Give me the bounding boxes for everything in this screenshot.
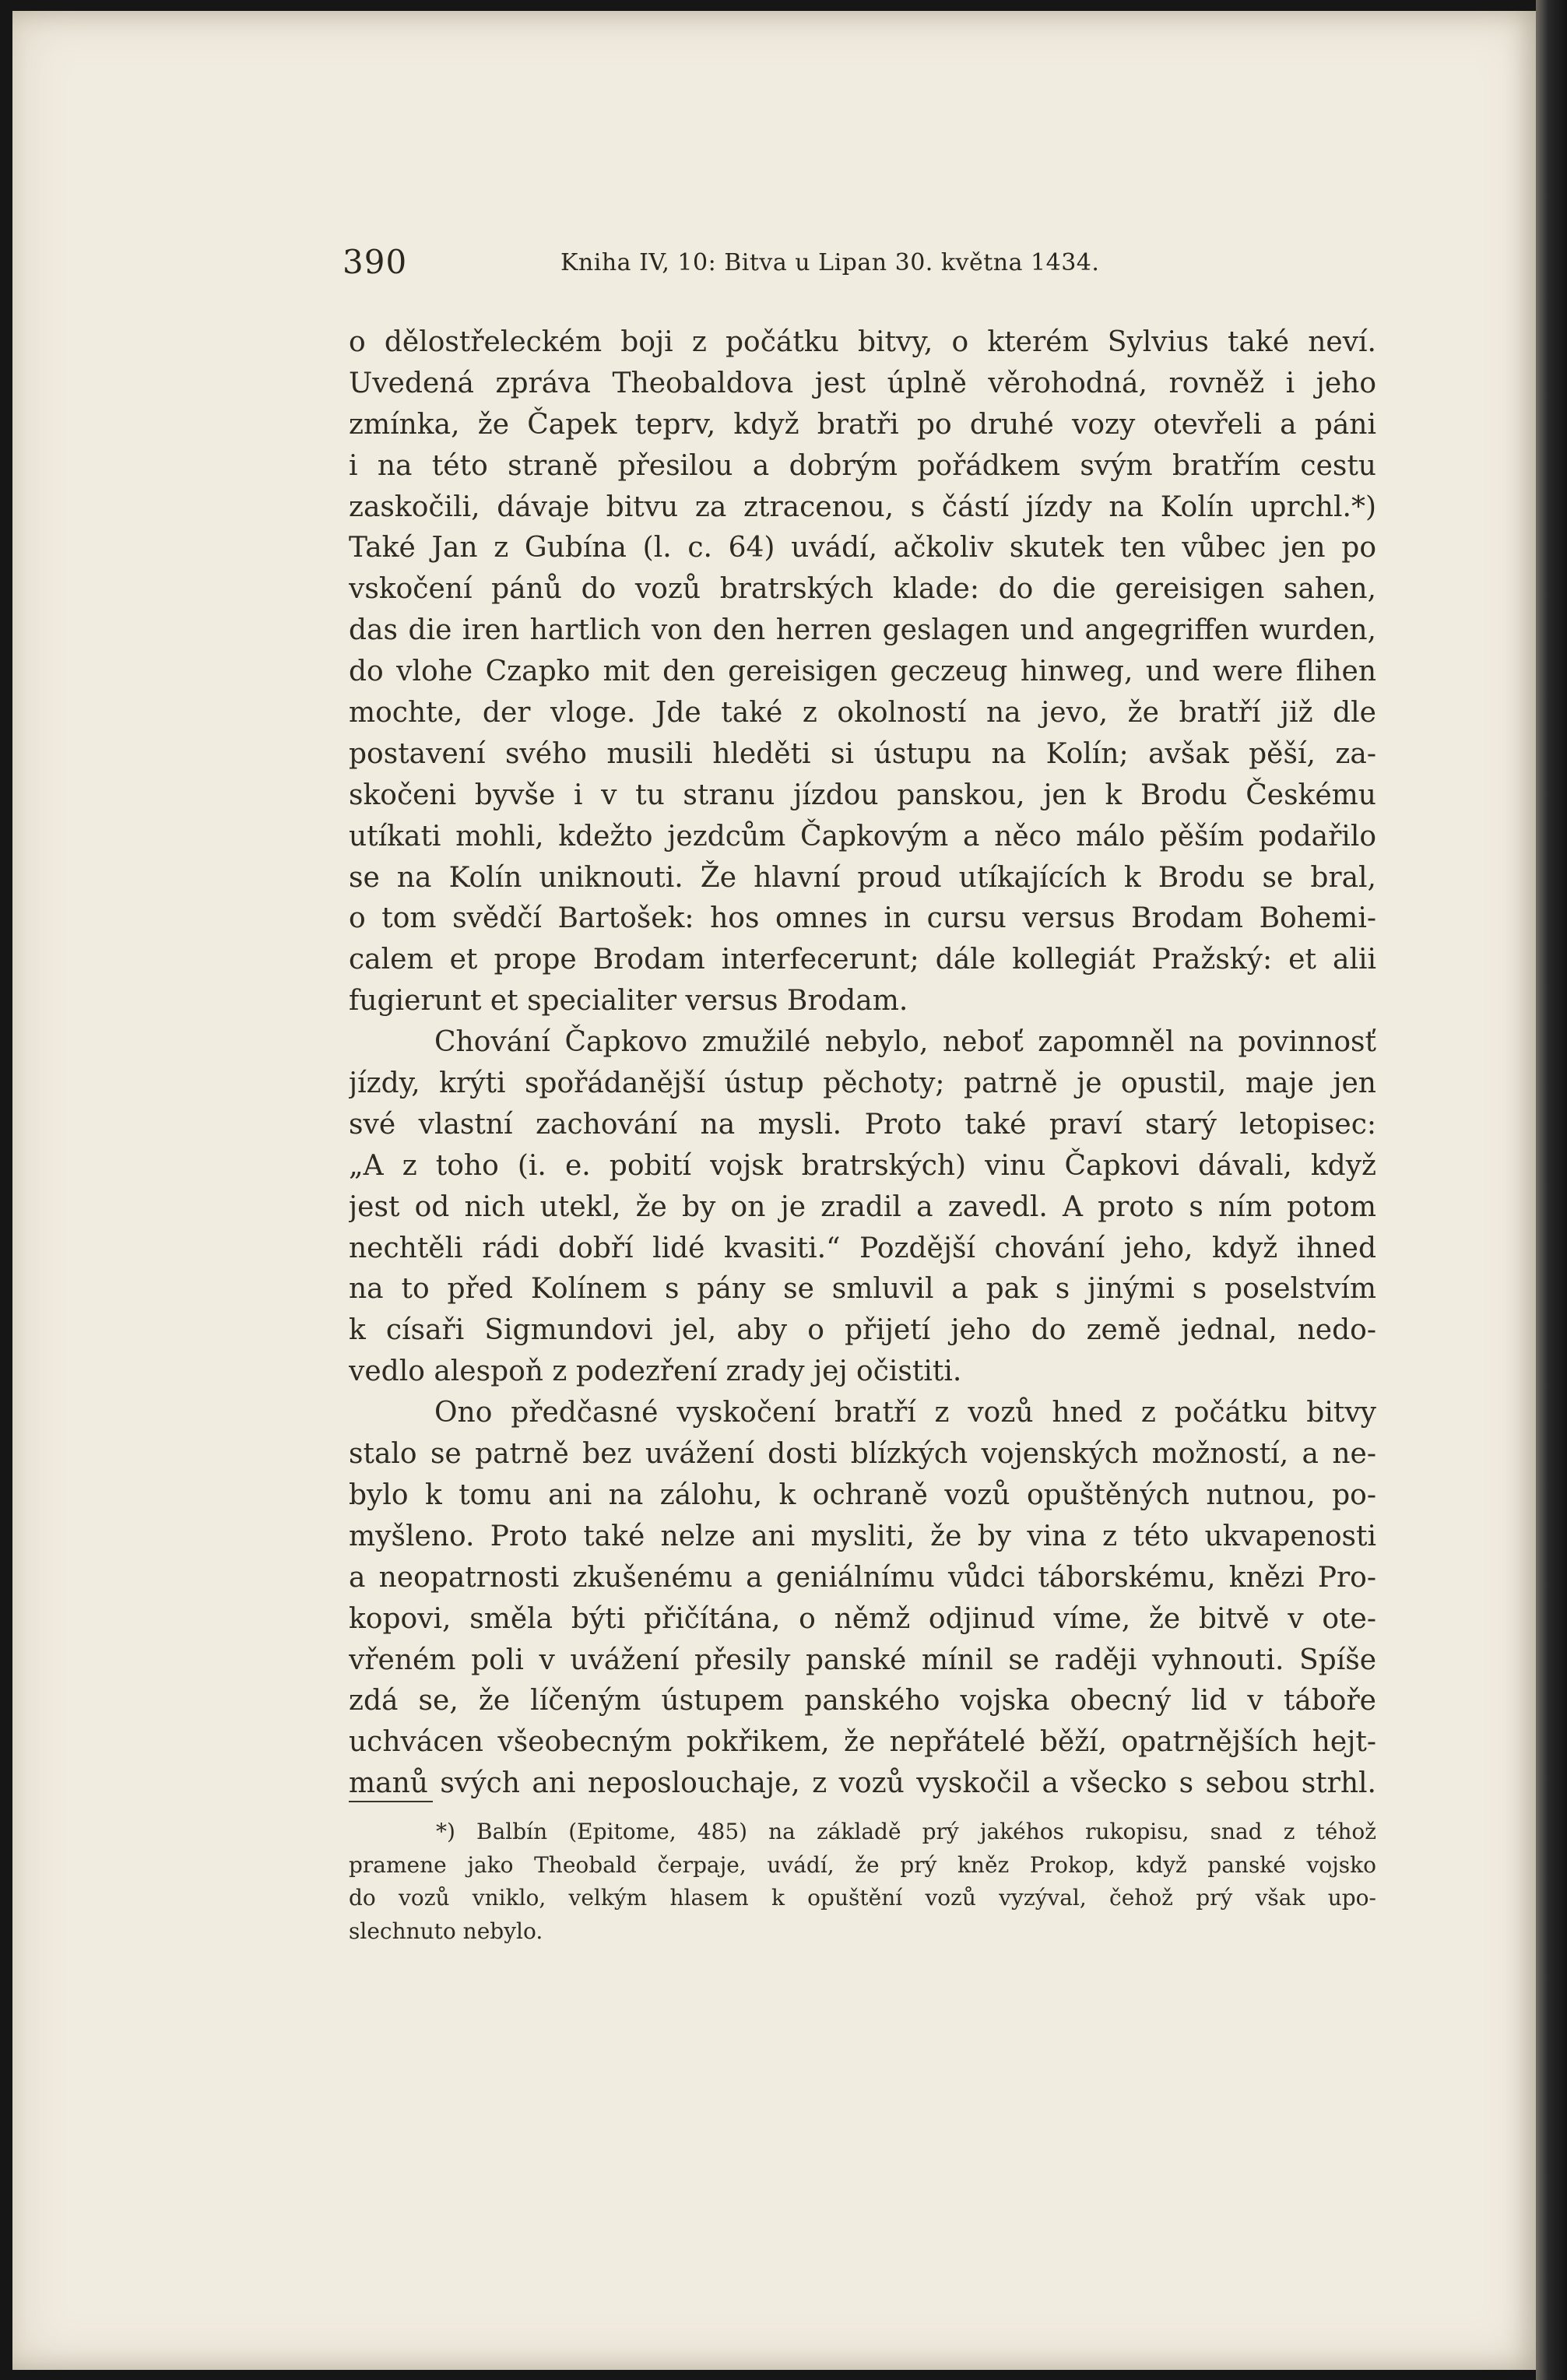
body-line: a neopatrnosti zkušenému a geniálnímu vůdci táborskému, knězi Pro- bbox=[349, 1561, 1376, 1594]
body-line: své vlastní zachování na mysli. Proto také praví starý letopisec: bbox=[349, 1108, 1376, 1141]
footnote-line: *) Balbín (Epitome, 485) na základě prý jakéhos rukopisu, snad z téhož bbox=[436, 1819, 1376, 1844]
body-line: vřeném poli v uvážení přesily panské mínil se raději vyhnouti. Spíše bbox=[349, 1644, 1376, 1676]
page-number: 390 bbox=[343, 243, 408, 281]
paragraph-first-line: Ono předčasné vyskočení bratří z vozů hned z počátku bitvy bbox=[434, 1397, 1376, 1429]
page-header bbox=[343, 243, 1378, 290]
body-line: na to před Kolínem s pány se smluvil a pak s jinými s poselstvím bbox=[349, 1273, 1376, 1306]
body-line: o dělostřeleckém boji z počátku bitvy, o kterém Sylvius také neví. bbox=[349, 326, 1376, 358]
body-line: calem et prope Brodam interfecerunt; dále kollegiát Pražský: et alii bbox=[349, 944, 1376, 976]
body-line: mochte, der vloge. Jde také z okolností na jevo, že bratří již dle bbox=[349, 697, 1376, 729]
body-line: do vlohe Czapko mit den gereisigen geczeug hinweg, und were flihen bbox=[349, 656, 1376, 688]
body-line: o tom svědčí Bartošek: hos omnes in cursu versus Brodam Bohemi- bbox=[349, 902, 1376, 935]
body-line: uchvácen všeobecným pokřikem, že nepřátelé běží, opatrnějších hejt- bbox=[349, 1726, 1376, 1759]
body-line: zaskočili, dávaje bitvu za ztracenou, s částí jízdy na Kolín uprchl.*) bbox=[349, 490, 1376, 523]
body-line: das die iren hartlich von den herren geslagen und angegriffen wurden, bbox=[349, 614, 1376, 647]
body-line: Také Jan z Gubína (l. c. 64) uvádí, ačkoliv skutek ten vůbec jen po bbox=[349, 532, 1376, 564]
footnote bbox=[349, 1816, 1376, 1948]
body-line: stalo se patrně bez uvážení dosti blízkých vojenských možností, a ne- bbox=[349, 1438, 1376, 1471]
paragraph-last-line: vedlo alespoň z podezření zrady jej očistiti. bbox=[349, 1355, 962, 1388]
body-text bbox=[349, 322, 1376, 1805]
paragraph-last-line: fugierunt et specialiter versus Brodam. bbox=[349, 985, 908, 1018]
body-line: postavení svého musili hleděti si ústupu na Kolín; avšak pěší, za- bbox=[349, 737, 1376, 770]
body-line: nechtěli rádi dobří lidé kvasiti.“ Pozdější chování jeho, když ihned bbox=[349, 1232, 1376, 1264]
body-line: utíkati mohli, kdežto jezdcům Čapkovým a něco málo pěším podařilo bbox=[349, 820, 1376, 853]
page-binding-edge bbox=[1536, 0, 1567, 2380]
body-line: myšleno. Proto také nelze ani mysliti, že by vina z této ukvapenosti bbox=[349, 1520, 1376, 1552]
running-head: Kniha IV, 10: Bitva u Lipan 30. května 1434. bbox=[560, 249, 1100, 276]
footnote-line: do vozů vniklo, velkým hlasem k opuštění vozů vyzýval, čehož prý však upo- bbox=[349, 1885, 1376, 1911]
body-line: skočeni byvše i v tu stranu jízdou panskou, jen k Brodu Českému bbox=[349, 779, 1376, 811]
body-line: zmínka, že Čapek teprv, když bratři po druhé vozy otevřeli a páni bbox=[349, 408, 1376, 441]
body-line: Uvedená zpráva Theobaldova jest úplně věrohodná, rovněž i jeho bbox=[349, 367, 1376, 399]
body-line: bylo k tomu ani na zálohu, k ochraně vozů opuštěných nutnou, po- bbox=[349, 1478, 1376, 1511]
footnote-line: slechnuto nebylo. bbox=[349, 1918, 543, 1944]
body-line: kopovi, směla býti přičítána, o němž odjinud víme, že bitvě v ote- bbox=[349, 1602, 1376, 1635]
body-line: zdá se, že líčeným ústupem panského vojska obecný lid v táboře bbox=[349, 1685, 1376, 1717]
body-line: vskočení pánů do vozů bratrských klade: do die gereisigen sahen, bbox=[349, 573, 1376, 606]
body-line: manů svých ani neposlouchaje, z vozů vyskočil a všecko s sebou strhl. bbox=[349, 1767, 1376, 1800]
body-line: i na této straně přesilou a dobrým pořádkem svým bratřím cestu bbox=[349, 449, 1376, 482]
paragraph-first-line: Chování Čapkovo zmužilé nebylo, neboť zapomněl na povinnosť bbox=[434, 1026, 1376, 1059]
body-line: se na Kolín uniknouti. Že hlavní proud utíkajících k Brodu se bral, bbox=[349, 861, 1376, 894]
footnote-line: pramene jako Theobald čerpaje, uvádí, že prý kněz Prokop, když panské vojsko bbox=[349, 1851, 1376, 1878]
body-line: k císaři Sigmundovi jel, aby o přijetí jeho do země jednal, nedo- bbox=[349, 1314, 1376, 1347]
footnote-separator bbox=[349, 1801, 433, 1802]
body-line: jízdy, krýti spořádanější ústup pěchoty; patrně je opustil, maje jen bbox=[349, 1067, 1376, 1100]
body-line: jest od nich utekl, že by on je zradil a zavedl. A proto s ním potom bbox=[349, 1190, 1376, 1223]
body-line: „A z toho (i. e. pobití vojsk bratrských) vinu Čapkovi dávali, když bbox=[349, 1149, 1376, 1182]
